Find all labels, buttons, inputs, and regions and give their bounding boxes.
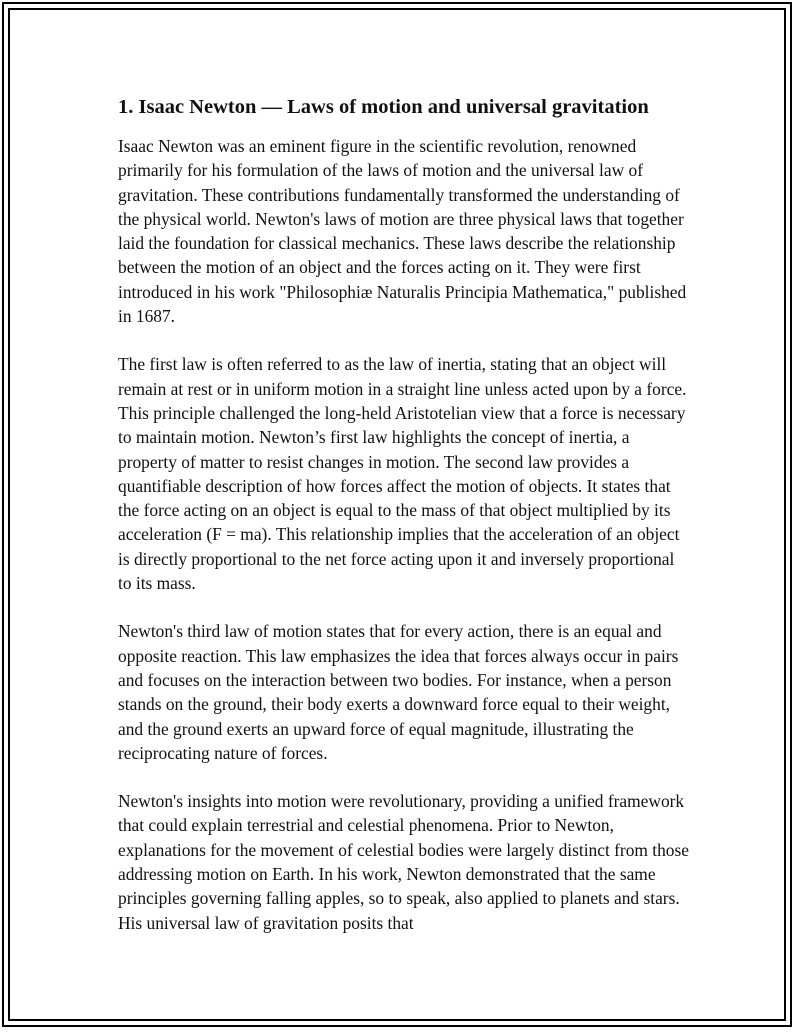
paragraph-third-law: Newton's third law of motion states that for every action, there is an equal and opposite reaction. This law emphasizes the idea that forces always occur in pairs and focuses on the interaction between two bodies. For instance, when a person stands on the ground, their body exerts a downward force equal to their weight, and the ground exerts an upward force of equal magnitude, illustrating the reciprocating nature of forces. bbox=[118, 621, 679, 763]
paragraph-insights: Newton's insights into motion were revolutionary, providing a unified framework that could explain terrestrial and celestial phenomena. Prior to Newton, explanations for the movement of celestial bodies were largely distinct from those addressing motion on Earth. In his work, Newton demonstrated that the same principles governing falling apples, so to speak, also applied to planets and stars. His universal law of gravitation posits that bbox=[118, 791, 689, 933]
paragraph-first-second-law: The first law is often referred to as the law of inertia, stating that an object will remain at rest or in uniform motion in a straight line unless acted upon by a force. This principle challenged the long-held Aristotelian view that a force is necessary to maintain motion. Newton’s first law highlights the concept of inertia, a property of matter to resist changes in motion. The second law provides a quantifiable description of how forces affect the motion of objects. It states that the force acting on an object is equal to the mass of that object multiplied by its acceleration (F = ma). This relationship implies that the acceleration of an object is directly proportional to the net force acting upon it and inversely proportional to its mass. bbox=[118, 354, 687, 594]
document-body bbox=[118, 94, 690, 959]
paragraph-intro: Isaac Newton was an eminent figure in the scientific revolution, renowned primarily for his formulation of the laws of motion and the universal law of gravitation. These contributions fundamentally transformed the understanding of the physical world. Newton's laws of motion are three physical laws that together laid the foundation for classical mechanics. These laws describe the relationship between the motion of an object and the forces acting on it. They were first introduced in his work "Philosophiæ Naturalis Principia Mathematica," published in 1687. bbox=[118, 136, 687, 327]
section-heading: 1. Isaac Newton — Laws of motion and universal gravitation bbox=[118, 96, 649, 118]
